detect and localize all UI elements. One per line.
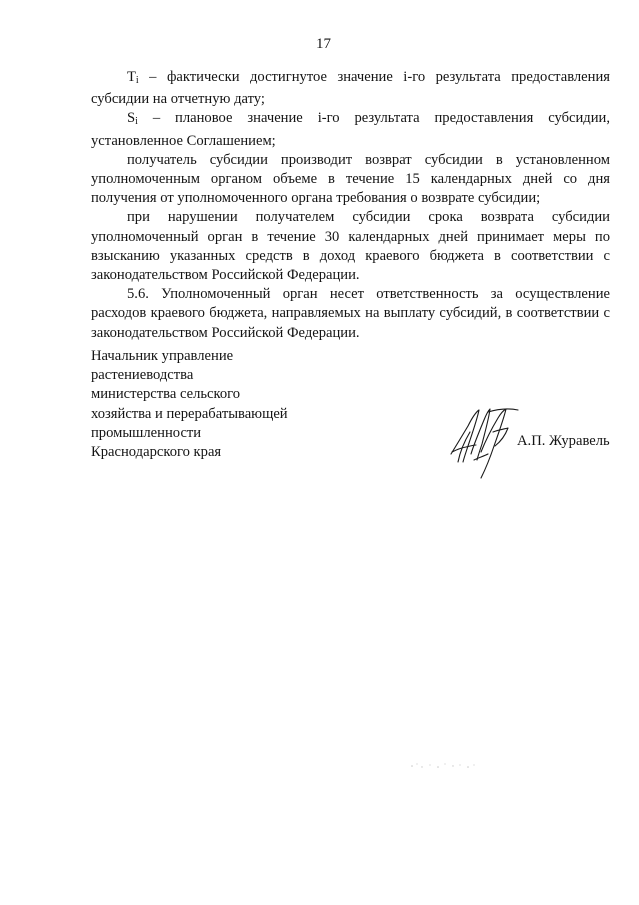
paragraph-return: получатель субсидии производит возврат субсидии в установленном уполномоченным органом объеме в течение 15 календарных дней со дня получения от уполномоченного органа требования о возврате субсидии;: [91, 151, 610, 207]
paragraph-t-text: – фактически достигнутое значение i-го результата предоставления субсидии на отчетную дату;: [91, 69, 610, 108]
paragraph-s-definition: [91, 109, 610, 150]
signatory-title-line: хозяйства и перерабатывающей: [91, 405, 288, 422]
signatory-title-line: Краснодарского края: [91, 444, 222, 461]
signatory-title-line: Начальник управление: [91, 348, 234, 364]
signer-name: А.П. Журавель: [517, 433, 610, 449]
symbol-s: S: [127, 110, 136, 127]
paragraph-s-text: – плановое значение i-го результата предоставления субсидии, установленное Соглашением;: [91, 110, 610, 149]
subscript-i: i: [135, 116, 138, 128]
paragraph-t-definition: [91, 68, 610, 109]
paragraph-5-6: 5.6. Уполномоченный орган несет ответственность за осуществление расходов краевого бюджета, направляемых на выплату субсидий, в соответствии с законодательством Российской Федерации.: [91, 286, 610, 341]
symbol-t: T: [127, 69, 136, 85]
body-text: [91, 68, 610, 343]
signatory-title-line: растениеводства: [91, 367, 194, 384]
signatory-title: [91, 347, 288, 462]
page-number: 17: [316, 36, 331, 52]
subscript-i: i: [135, 75, 139, 86]
handwritten-signature: [448, 402, 522, 480]
signatory-title-line: министерства сельского: [91, 386, 241, 403]
signatory-title-line: промышленности: [91, 424, 202, 441]
scan-artifact: [408, 760, 478, 772]
paragraph-violation: при нарушении получателем субсидии срока возврата субсидии уполномоченный орган в течение 30 календарных дней принимает меры по взысканию указанных средств в доход краевого бюджета в соответствии с законодательством Российской Федерации.: [91, 209, 610, 284]
